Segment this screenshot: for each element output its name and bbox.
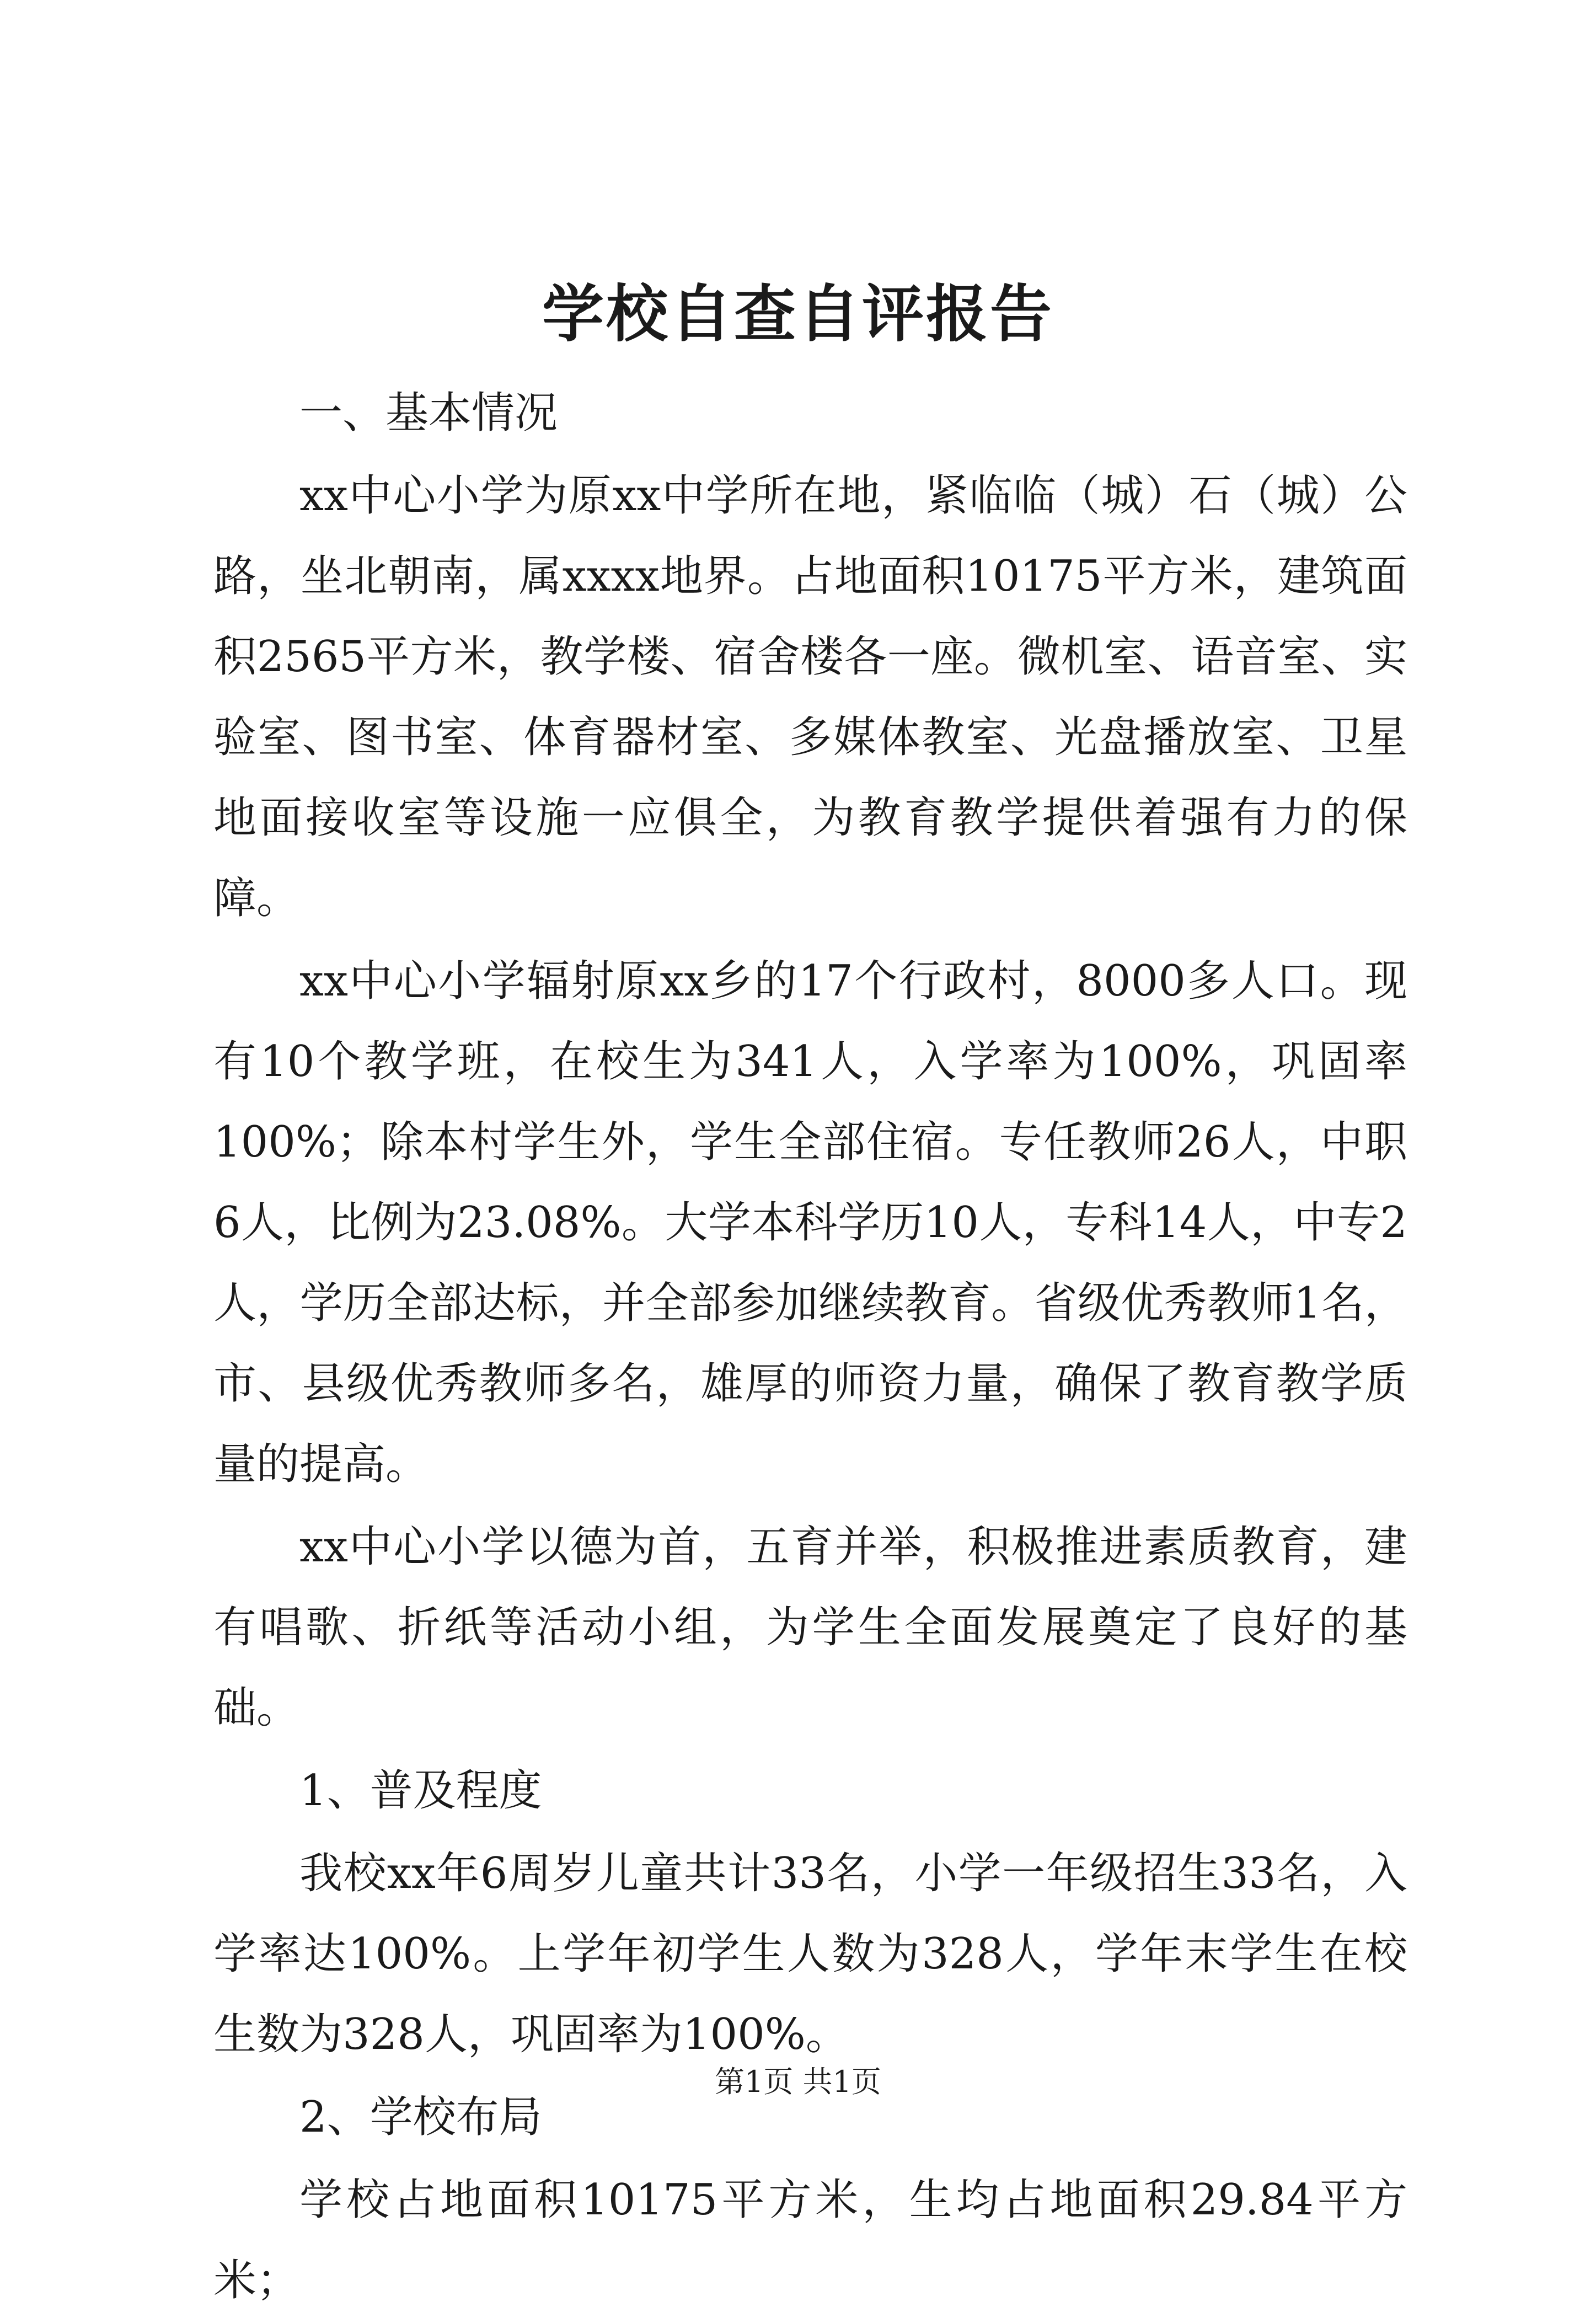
paragraph-enrollment: 我校xx年6周岁儿童共计33名，小学一年级招生33名，入学率达100%。上学年初学生人数为328人，学年末学生在校生数为328人，巩固率为100%。 xyxy=(213,1849,1407,2059)
section-heading-basic-info: 一、基本情况 xyxy=(299,388,558,438)
paragraph-land-area: 学校占地面积10175平方米，生均占地面积29.84平方米； xyxy=(213,2175,1407,2305)
subheading-school-layout: 2、学校布局 xyxy=(299,2092,542,2142)
document-title: 学校自查自评报告 xyxy=(542,278,1054,350)
paragraph-school-location: xx中心小学为原xx中学所在地，紧临临（城）石（城）公路，坐北朝南，属xxxx地界。占地面积10175平方米，建筑面积2565平方米，教学楼、宿舍楼各一座。微机室、语音室、实验室、图书室、体育器材室、多媒体教室、光盘播放室、卫星地面接收室等设施一应俱全，为教育教学提供着强有力的保障。 xyxy=(213,471,1407,923)
document-body xyxy=(213,373,1407,2323)
paragraph-school-staff: xx中心小学辐射原xx乡的17个行政村，8000多人口。现有10个教学班，在校生为341人，入学率为100%，巩固率100%；除本村学生外，学生全部住宿。专任教师26人，中职6人，比例为23.08%。大学本科学历10人，专科14人，中专2人，学历全部达标，并全部参加继续教育。省级优秀教师1名，市、县级优秀教师多名，雄厚的师资力量，确保了教育教学质量的提高。 xyxy=(213,956,1407,1489)
subheading-popularization: 1、普及程度 xyxy=(299,1766,542,1816)
paragraph-quality-education: xx中心小学以德为首，五育并举，积极推进素质教育，建有唱歌、折纸等活动小组，为学生全面发展奠定了良好的基础。 xyxy=(213,1522,1407,1733)
page-footer: 第1页 共1页 xyxy=(715,2064,881,2099)
